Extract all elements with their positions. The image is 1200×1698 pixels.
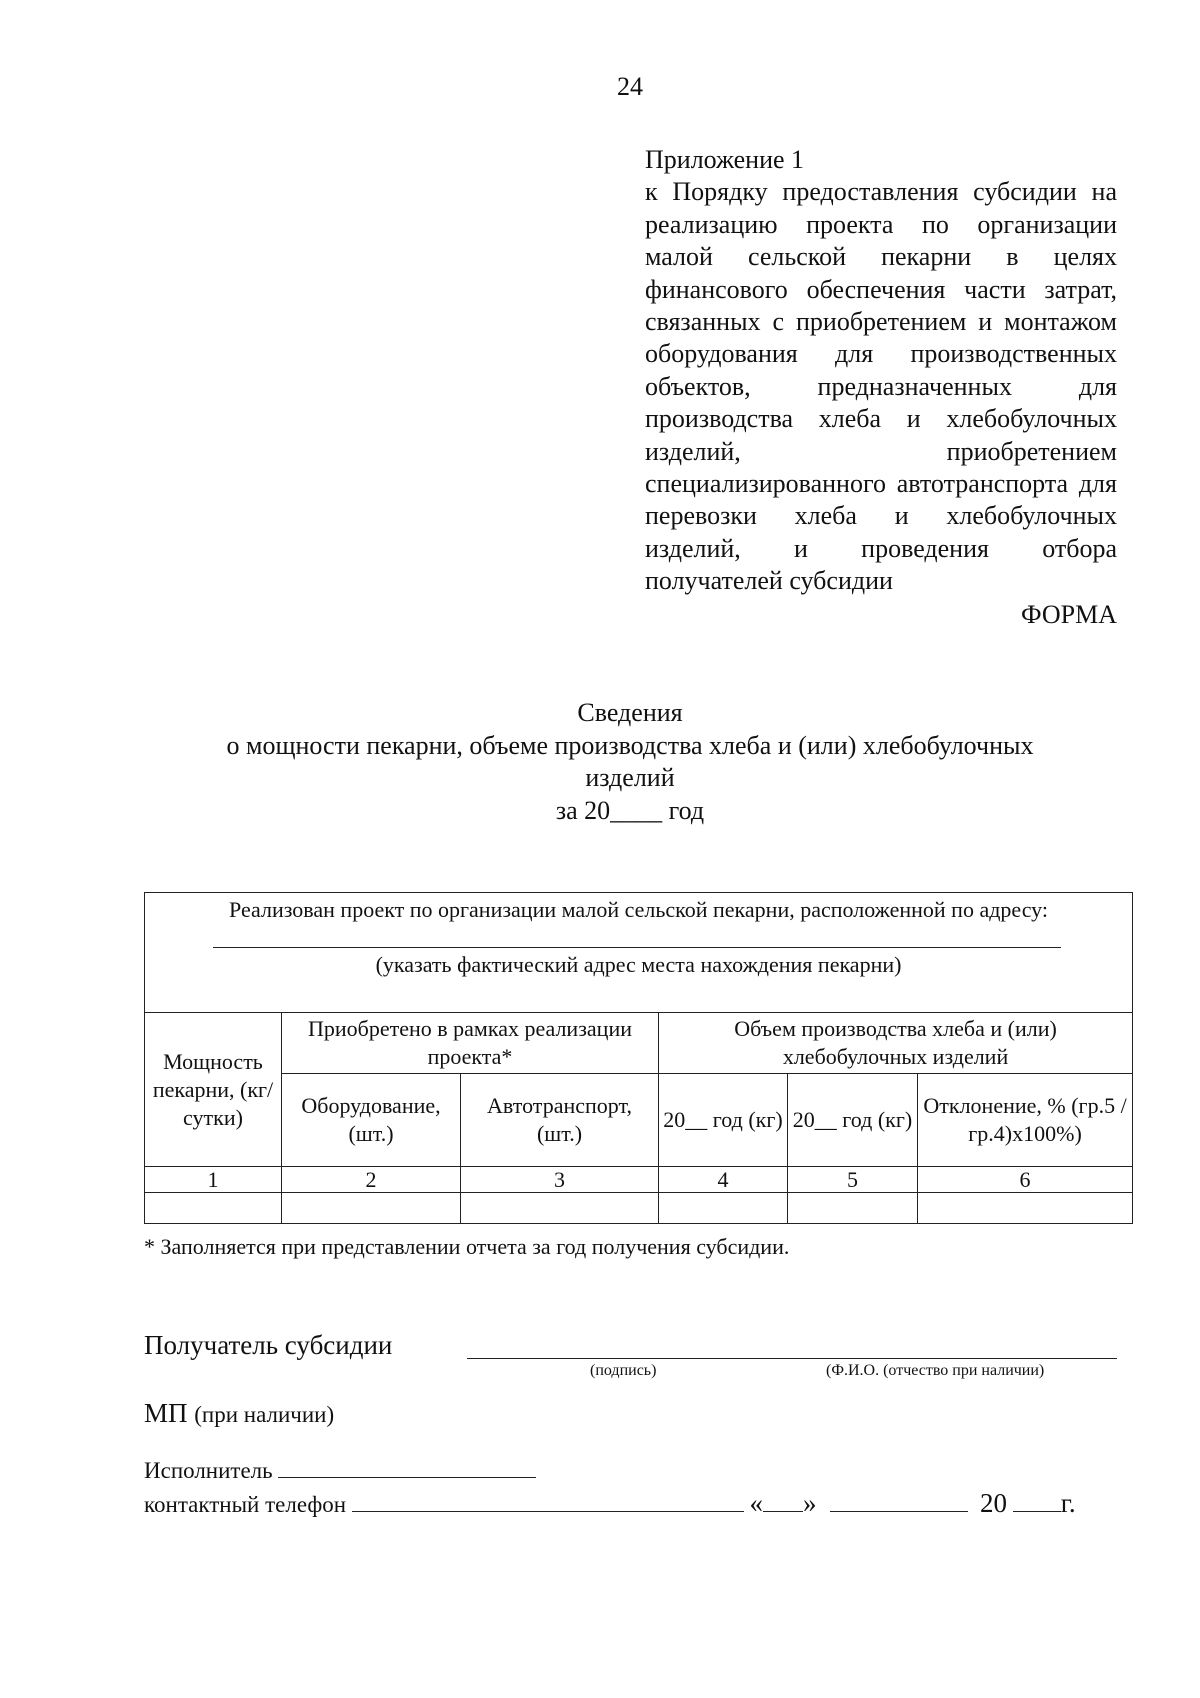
column-number: 3: [461, 1167, 659, 1193]
deviation-header: Отклонение, % (гр.5 / гр.4)х100%): [918, 1074, 1133, 1167]
stamp-label: МП: [144, 1398, 188, 1428]
header-row-2: [145, 1074, 1133, 1167]
heading-line-3: изделий: [585, 763, 675, 792]
form-label: ФОРМА: [1021, 599, 1117, 629]
column-number: 4: [659, 1167, 788, 1193]
year-input-line[interactable]: [1013, 1511, 1061, 1512]
page-number: 24: [617, 72, 643, 101]
heading-line-2: о мощности пекарни, объеме производства хлеба и (или) хлебобулочных: [226, 730, 1034, 760]
appendix-block: [645, 144, 1117, 631]
executor-label: Исполнитель: [144, 1458, 273, 1483]
name-caption: (Ф.И.О. (отчество при наличии): [826, 1362, 1045, 1379]
address-note: (указать фактический адрес места нахождения пекарни): [375, 952, 902, 977]
address-cell: [145, 893, 1133, 1013]
phone-label: контактный телефон: [144, 1492, 347, 1517]
capacity-cell[interactable]: [145, 1193, 282, 1224]
data-entry-row: [145, 1193, 1133, 1224]
executor-row: [144, 1458, 536, 1484]
recipient-label: Получатель субсидии: [144, 1330, 393, 1360]
year-suffix: г.: [1060, 1488, 1076, 1518]
signature-line[interactable]: [467, 1358, 1117, 1359]
signature-caption: (подпись): [590, 1362, 657, 1379]
address-text: Реализован проект по организации малой сельской пекарни, расположенной по адресу:: [229, 897, 1049, 922]
equipment-header: Оборудование, (шт.): [282, 1074, 461, 1167]
year1-header: 20__ год (кг): [659, 1074, 788, 1167]
document-heading: [150, 697, 1110, 827]
address-input-line[interactable]: [213, 947, 1061, 948]
month-input-line[interactable]: [830, 1511, 968, 1512]
stamp-note: (при наличии): [194, 1402, 335, 1427]
volume-header: Объем производства хлеба и (или) хлебобулочных изделий: [659, 1013, 1133, 1074]
capacity-header: Мощность пекарни, (кг/сутки): [145, 1013, 282, 1167]
column-number: 5: [788, 1167, 918, 1193]
appendix-body: к Порядку предоставления субсидии на реализацию проекта по организации малой сельской пекарни в целях финансового обеспечения части затрат, связанных с приобретением и монтажом оборудования для производственных объектов, предназначенных для производства хлеба и хлебобулочных изделий, приобретением специализированного автотранспорта для перевозки хлеба и хлебобулочных изделий, и проведения отбора получателей субсидии: [645, 177, 1117, 596]
day-input-line[interactable]: [763, 1511, 803, 1512]
year1-cell[interactable]: [659, 1193, 788, 1224]
transport-header: Автотранспорт, (шт.): [461, 1074, 659, 1167]
column-number: 6: [918, 1167, 1133, 1193]
column-number-row: [145, 1167, 1133, 1193]
deviation-cell[interactable]: [918, 1193, 1133, 1224]
phone-date-row: [144, 1488, 1076, 1519]
date-quote-open: «: [749, 1488, 764, 1518]
heading-line-1: Сведения: [577, 698, 683, 727]
year-prefix: 20: [980, 1488, 1008, 1518]
header-row-1: [145, 1013, 1133, 1074]
stamp-line: [144, 1398, 334, 1429]
appendix-title: Приложение 1: [645, 145, 805, 174]
purchased-header: Приобретено в рамках реализации проекта*: [282, 1013, 659, 1074]
column-number: 2: [282, 1167, 461, 1193]
column-number: 1: [145, 1167, 282, 1193]
address-row: [145, 893, 1133, 1013]
year2-cell[interactable]: [788, 1193, 918, 1224]
executor-input-line[interactable]: [278, 1477, 536, 1478]
heading-line-4: за 20____ год: [555, 795, 705, 825]
date-quote-close: »: [803, 1488, 817, 1518]
phone-input-line[interactable]: [352, 1511, 744, 1512]
transport-cell[interactable]: [461, 1193, 659, 1224]
year2-header: 20__ год (кг): [788, 1074, 918, 1167]
capacity-table: [144, 892, 1133, 1224]
footnote: * Заполняется при представлении отчета за год получения субсидии.: [144, 1234, 790, 1259]
equipment-cell[interactable]: [282, 1193, 461, 1224]
